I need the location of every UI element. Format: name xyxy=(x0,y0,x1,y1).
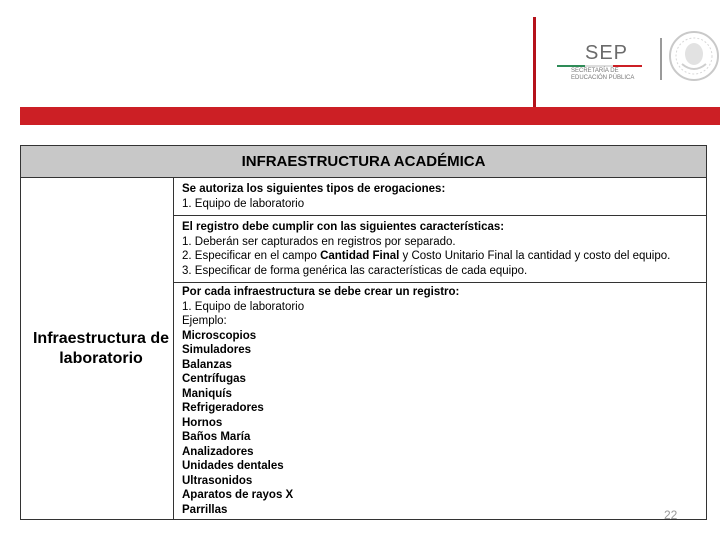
sep-logo-text: SEP xyxy=(585,42,629,64)
example-item: Unidades dentales xyxy=(182,460,284,472)
mexico-seal-icon xyxy=(668,30,720,82)
left-label: Infraestructura de laboratorio xyxy=(21,178,174,520)
header-red-bar xyxy=(20,107,720,125)
section2-item-2: 2. Especificar en el campo Cantidad Final y Costo Unitario Final la cantidad y costo del equipo. xyxy=(182,250,671,262)
section1-heading: Se autoriza los siguientes tipos de erogaciones: xyxy=(182,183,446,195)
section3-item-1: 1. Equipo de laboratorio xyxy=(182,300,305,313)
example-item: Balanzas xyxy=(182,358,232,371)
example-item: Simuladores xyxy=(182,344,252,356)
example-item: Hornos xyxy=(182,416,223,429)
section2-heading: El registro debe cumplir con las siguientes características: xyxy=(182,221,505,233)
section-registry xyxy=(174,283,707,520)
example-item: Baños María xyxy=(182,431,251,443)
section2-item-1: 1. Deberán ser capturados en registros por separado. xyxy=(182,235,456,248)
example-label: Ejemplo: xyxy=(182,315,227,327)
infrastructure-table xyxy=(20,145,707,520)
example-item: Analizadores xyxy=(182,445,254,458)
section2-item-3: 3. Especificar de forma genérica las características de cada equipo. xyxy=(182,264,528,277)
section1-item: 1. Equipo de laboratorio xyxy=(182,197,305,210)
header-red-vertical-line xyxy=(533,17,536,107)
example-item: Microscopios xyxy=(182,329,257,342)
example-item: Centrífugas xyxy=(182,373,246,385)
example-item: Ultrasonidos xyxy=(182,474,253,487)
example-item: Refrigeradores xyxy=(182,402,264,414)
example-item: Maniquís xyxy=(182,387,232,400)
sep-logo-subtitle: SECRETARÍA DE EDUCACIÓN PÚBLICA xyxy=(571,68,635,81)
sep-logo xyxy=(557,38,657,96)
section-authorized-expenses xyxy=(174,178,707,216)
section-requirements xyxy=(174,216,707,283)
example-item: Aparatos de rayos X xyxy=(182,489,294,501)
page-number: 22 xyxy=(664,508,678,522)
example-item: Parrillas xyxy=(182,503,228,516)
table-title: INFRAESTRUCTURA ACADÉMICA xyxy=(21,146,707,178)
logo-divider xyxy=(660,38,662,80)
section3-heading: Por cada infraestructura se debe crear un registro: xyxy=(182,286,460,298)
